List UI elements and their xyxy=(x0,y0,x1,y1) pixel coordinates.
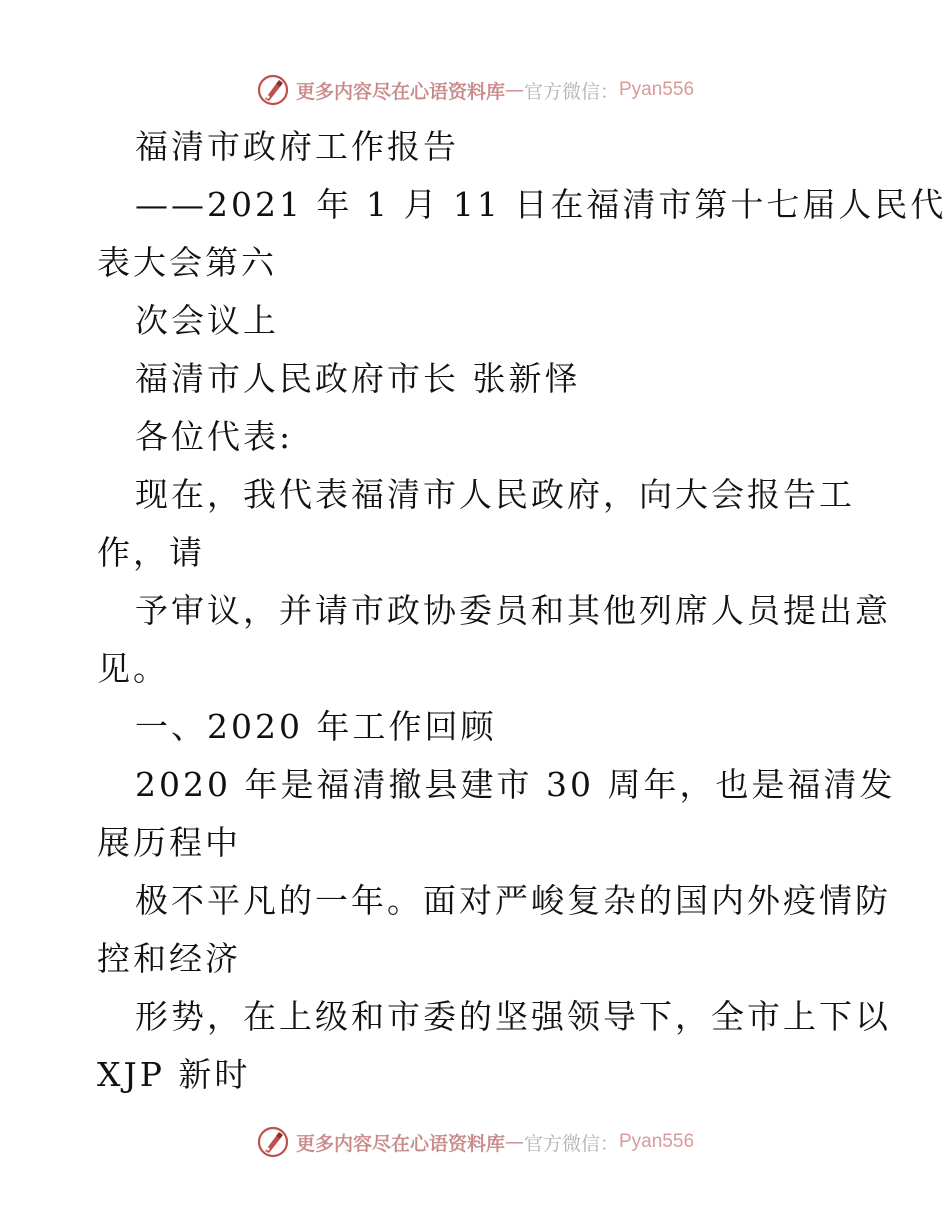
watermark-header xyxy=(0,73,950,107)
watermark-wechat-label: 官方微信： xyxy=(523,1132,619,1155)
text-line: 福清市人民政府市长 张新怿 xyxy=(135,359,581,398)
text-line: 控和经济 xyxy=(97,939,241,978)
text-line: 作，请 xyxy=(97,533,205,572)
watermark-wechat-label: 官方微信： xyxy=(523,80,619,103)
text-line: 极不平凡的一年。面对严峻复杂的国内外疫情防 xyxy=(135,881,891,920)
watermark-footer xyxy=(0,1125,950,1159)
watermark-site: 更多内容尽在心语资料库 xyxy=(295,1132,505,1155)
watermark-text xyxy=(296,77,694,104)
watermark-wechat-id: Pyan556 xyxy=(619,79,695,100)
text-line: 见。 xyxy=(97,649,169,688)
text-line: ——2021 年 1 月 11 日在福清市第十七届人民代 xyxy=(135,185,947,224)
watermark-wechat-id: Pyan556 xyxy=(619,1131,695,1152)
text-line: 现在，我代表福清市人民政府，向大会报告工 xyxy=(135,475,855,514)
text-line: XJP 新时 xyxy=(97,1055,251,1094)
watermark-text xyxy=(296,1129,694,1156)
text-line: 次会议上 xyxy=(135,301,279,340)
watermark-site: 更多内容尽在心语资料库 xyxy=(295,80,505,103)
text-line: 展历程中 xyxy=(97,823,241,862)
watermark-separator: — xyxy=(504,79,524,101)
text-line: 2020 年是福清撤县建市 30 周年，也是福清发 xyxy=(135,765,896,804)
text-line: 形势，在上级和市委的坚强领导下，全市上下以 xyxy=(135,997,891,1036)
pen-logo-icon xyxy=(256,73,290,107)
text-line: 予审议，并请市政协委员和其他列席人员提出意 xyxy=(135,591,891,630)
text-line: 一、2020 年工作回顾 xyxy=(135,707,497,746)
pen-logo-icon xyxy=(256,1125,290,1159)
text-line: 各位代表: xyxy=(135,417,294,456)
watermark-separator: — xyxy=(504,1131,524,1153)
text-line: 表大会第六 xyxy=(97,243,277,282)
text-line: 福清市政府工作报告 xyxy=(135,127,459,166)
document-body xyxy=(97,118,947,1104)
